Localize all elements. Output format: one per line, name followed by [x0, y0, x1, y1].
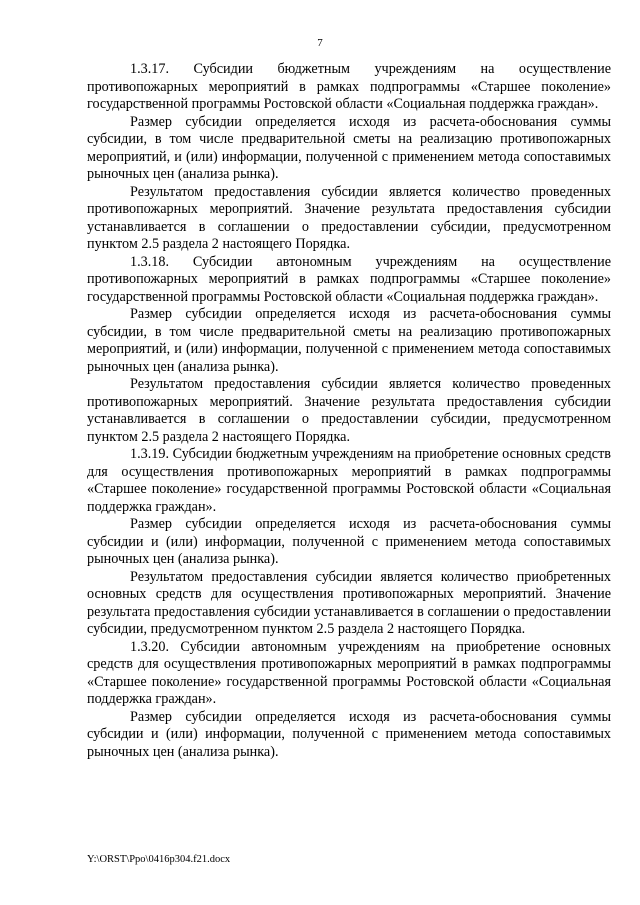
- paragraph-subsidy-size: Размер субсидии определяется исходя из расчета-обоснования суммы субсидии и (или) информации, полученной с применением метода сопоставимых рыночных цен (анализа рынка).: [87, 708, 611, 760]
- paragraph-1-3-18-title: 1.3.18. Субсидии автономным учреждениям на осуществление противопожарных мероприятий в рамках подпрограммы «Старшее поколение» государственной программы Ростовской области «Социальная поддержка граждан».: [87, 253, 611, 305]
- paragraph-subsidy-result: Результатом предоставления субсидии является количество приобретенных основных средств для осуществления противопожарных мероприятий. Значение результата предоставления субсидии устанавливается в соглашении о предоставлении субсидии, предусмотренном пунктом 2.5 раздела 2 настоящего Порядка.: [87, 568, 611, 637]
- paragraph-subsidy-size: Размер субсидии определяется исходя из расчета-обоснования суммы субсидии и (или) информации, полученной с применением метода сопоставимых рыночных цен (анализа рынка).: [87, 516, 611, 567]
- page-number: 7: [317, 37, 323, 49]
- document-body: [87, 61, 611, 761]
- paragraph-1-3-20-title: 1.3.20. Субсидии автономным учреждениям на приобретение основных средств для осуществления противопожарных мероприятий в рамках подпрограммы «Старшее поколение» государственной программы Ростовской области «Социальная поддержка граждан».: [87, 638, 611, 707]
- paragraph-subsidy-result: Результатом предоставления субсидии является количество проведенных противопожарных мероприятий. Значение результата предоставления субсидии устанавливается в соглашении о предоставлении субсидии, предусмотренном пунктом 2.5 раздела 2 настоящего Порядка.: [87, 376, 611, 445]
- footer-file-path: Y:\ORST\Ppo\0416p304.f21.docx: [87, 854, 231, 865]
- paragraph-subsidy-result: Результатом предоставления субсидии является количество проведенных противопожарных мероприятий. Значение результата предоставления субсидии устанавливается в соглашении о предоставлении субсидии, предусмотренном пунктом 2.5 раздела 2 настоящего Порядка.: [87, 183, 611, 252]
- paragraph-subsidy-size: Размер субсидии определяется исходя из расчета-обоснования суммы субсидии, в том числе предварительной сметы на реализацию противопожарных мероприятий, и (или) информации, полученной с применением метода сопоставимых рыночных цен (анализа рынка).: [87, 306, 611, 375]
- paragraph-1-3-17-title: 1.3.17. Субсидии бюджетным учреждениям на осуществление противопожарных мероприятий в рамках подпрограммы «Старшее поколение» государственной программы Ростовской области «Социальная поддержка граждан».: [87, 61, 611, 112]
- paragraph-1-3-19-title: 1.3.19. Субсидии бюджетным учреждениям на приобретение основных средств для осуществления противопожарных мероприятий в рамках подпрограммы «Старшее поколение» государственной программы Ростовской области «Социальная поддержка граждан».: [87, 446, 611, 515]
- paragraph-subsidy-size: Размер субсидии определяется исходя из расчета-обоснования суммы субсидии, в том числе предварительной сметы на реализацию противопожарных мероприятий, и (или) информации, полученной с применением метода сопоставимых рыночных цен (анализа рынка).: [87, 113, 611, 182]
